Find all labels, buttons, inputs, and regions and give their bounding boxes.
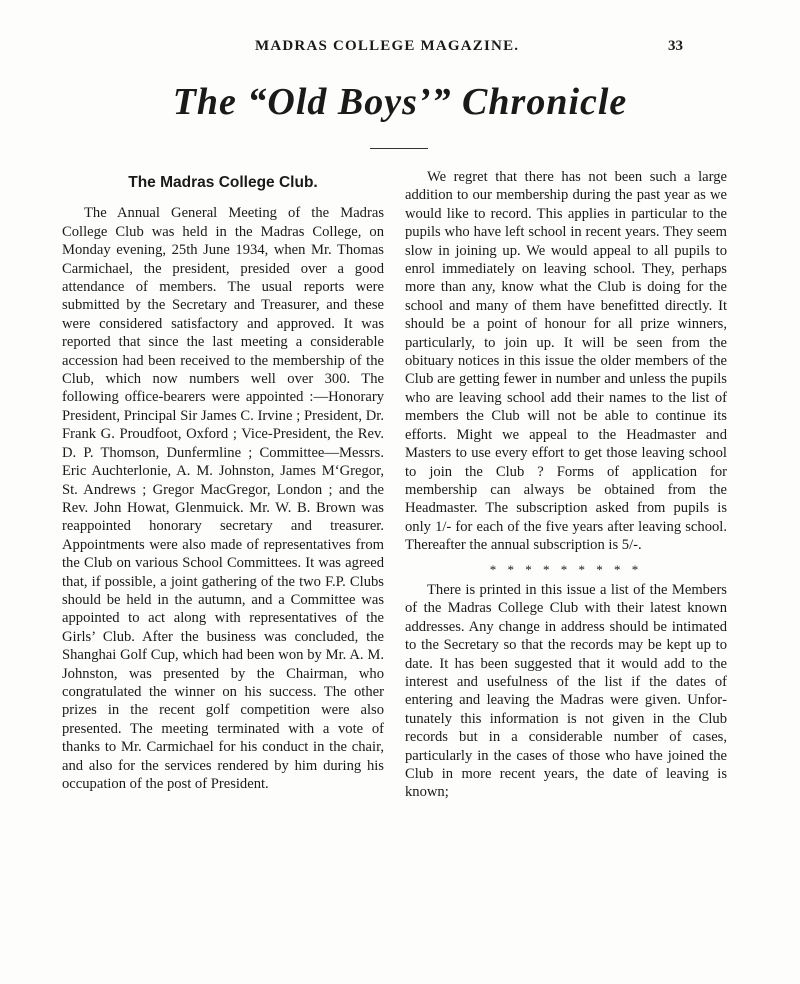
section-title: The “Old Boys’” Chronicle bbox=[172, 81, 628, 123]
title-rule bbox=[370, 148, 428, 149]
page-number: 33 bbox=[668, 38, 683, 54]
members-list-paragraph: There is printed in this issue a list of the Members of the Madras College Club with their latest known addresses. Any change in address should be intimated to the Secretary so that the records may be kept up to date. It has been suggested that it would add to the interest and usefulness of the list if the dates of entering and leaving the Madras were given. Unfortunately this information is not given in the Club records but in a considerable number of cases, particularly in the cases of those who have joined the Club in more recent years, the date of leaving is known; bbox=[405, 581, 727, 801]
left-column bbox=[62, 168, 384, 793]
section-separator: * * * * * * * * * bbox=[489, 561, 643, 577]
meeting-report-paragraph: The Annual General Meeting of the Madras College Club was held in the Madras College, on Monday evening, 25th June 1934, when Mr. Thomas Carmichael, the president, presided over a good attendance of members. The usual reports were submitted by the Secretary and Treasurer, and these were considered satisfactory and approved. It was reported that since the last meeting a considerable accession had been received to the membership of the Club, which now numbers well over 300. The following office-bearers were appointed :—Honorary President, Principal Sir James C. Irvine ; President, Dr. Frank G. Proudfoot, Oxford ; Vice-President, the Rev. D. P. Thomson, Dunfermline ; Committee—Messrs. Eric Auchterlonie, A. M. Johnston, James M‘Gregor, St. Andrews ; Gregor MacGregor, London ; and the Rev. John Howat, Glenmuick. Mr. W. B. Brown was reappointed honorary secretary and treasurer. Appointments were also made of representatives from the Club on various School Committees. It was agreed that, if possible, a joint gathering of the two F.P. Clubs should be held in the autumn, and a Committee was appointed to act along with representatives of the Girls’ Club. After the business was concluded, the Shanghai Golf Cup, which had been won by Mr. A. M. Johnston, was presented by the Chairman, who congratulated the winner on his success. The other prizes in the recent golf competition were also presented. The meeting terminated with a vote of thanks to Mr. Carmichael for his conduct in the chair, and also for the services rendered by him during his occupation of the post of President. bbox=[62, 205, 384, 792]
membership-appeal-paragraph: We regret that there has not been such a large addition to our membership during the past year as we would like to record. This applies in particular to the pupils who have left school in recent years. They seem slow in joining up. We would appeal to all pupils to enrol immediately on leaving school. They, perhaps more than any, know what the Club is doing for the school and many of them have benefitted directly. It should be a point of honour for all prize winners, particularly, to join up. It will be seen from the obituary notices in this issue the older members of the Club are getting fewer in number and unless the pupils who are leaving school add their names to the list of members the Club will not be able to continue its efforts. Might we appeal to the Headmaster and Masters to use every effort to get those leaving school to join the Club ? Forms of application for membership can always be obtained from the Headmaster. The subscription asked from pupils is only 1/- for each of the five years after leaving school. Thereafter the annual subscription is 5/-. bbox=[405, 169, 727, 554]
running-header bbox=[0, 38, 800, 62]
article-heading: The Madras College Club. bbox=[128, 174, 318, 191]
right-column bbox=[405, 168, 727, 802]
magazine-title: MADRAS COLLEGE MAGAZINE. bbox=[255, 38, 520, 54]
